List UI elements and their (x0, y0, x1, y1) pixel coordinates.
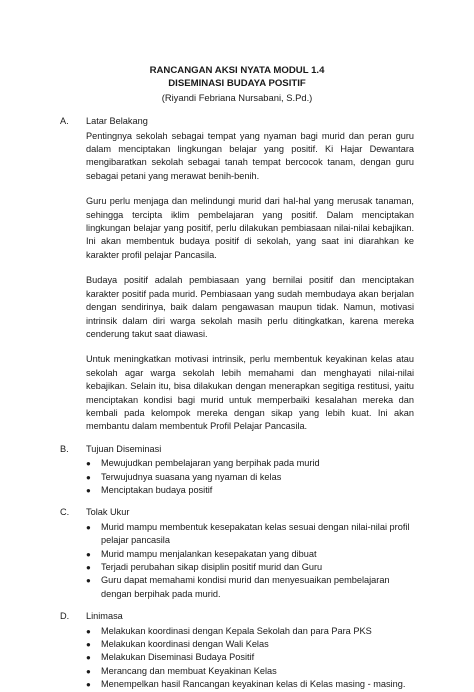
list-item (86, 651, 414, 664)
bullet-icon: ● (86, 576, 91, 586)
paragraph: Budaya positif adalah pembiasaan yang bernilai positif dan menciptakan karakter positif pada murid. Pembiasaan yang sudah membudaya akan berjalan dengan sendirinya, baik dalam pengawasan maupun tidak. Namun, motivasi intrinsik dalam diri warga sekolah masih perlu ditingkatkan, karena mereka cenderung takut saat diawasi. (86, 275, 414, 339)
bullet-icon: ● (86, 472, 91, 482)
section-heading (60, 610, 414, 623)
paragraph: Pentingnya sekolah sebagai tempat yang nyaman bagi murid dan peran guru dalam menciptakan lingkungan belajar yang positif. Ki Hajar Dewantara mengibaratkan sekolah sebagai tanah tempat bercocok tanam, dengan guru sebagai petani yang merawat benih-benih. (86, 130, 414, 181)
bullet-list (60, 625, 414, 692)
bullet-icon: ● (86, 563, 91, 572)
list-item (86, 638, 414, 651)
section-linimasa (60, 610, 414, 691)
section-latar-belakang (60, 115, 414, 434)
list-item-text: Mewujudkan pembelajaran yang berpihak pada murid (101, 458, 320, 469)
bullet-icon: ● (86, 485, 91, 495)
document-header (60, 64, 414, 104)
section-title: Tujuan Diseminasi (86, 443, 162, 454)
document-author: (Riyandi Febriana Nursabani, S.Pd.) (161, 91, 313, 103)
list-item (86, 484, 414, 497)
bullet-list (60, 521, 414, 601)
bullet-list (60, 457, 414, 497)
section-heading (60, 506, 414, 519)
list-item-text: Melakukan koordinasi dengan Kepala Sekolah dan para Para PKS (101, 625, 372, 636)
section-letter: C. (60, 507, 70, 518)
section-tolak-ukur (60, 506, 414, 601)
bullet-icon: ● (86, 522, 91, 532)
list-item-text: Melakukan Diseminasi Budaya Positif (101, 652, 255, 663)
section-title: Tolak Ukur (86, 507, 130, 518)
list-item (86, 561, 414, 574)
section-heading (60, 443, 414, 456)
list-item (86, 678, 414, 691)
section-heading (60, 115, 414, 128)
list-item-text: Terwujudnya suasana yang nyaman di kelas (101, 471, 282, 482)
bullet-icon: ● (86, 549, 91, 559)
list-item-text: Guru dapat memahami kondisi murid dan menyesuaikan pembelajaran dengan berpihak pada murid. (101, 575, 390, 599)
list-item-text: Murid mampu menjalankan kesepakatan yang dibuat (101, 548, 317, 559)
section-title: Latar Belakang (86, 116, 148, 127)
list-item-text: Murid mampu membentuk kesepakatan kelas sesuai dengan nilai-nilai profil pelajar pancasila (101, 521, 410, 546)
section-letter: A. (60, 116, 69, 127)
bullet-icon: ● (86, 653, 91, 663)
paragraph: Untuk meningkatkan motivasi intrinsik, perlu membentuk keyakinan kelas atau sekolah agar warga sekolah lebih memahami dan menghayati nilai-nilai kebajikan. Selain itu, bisa dilakukan dengan menerapkan segitiga restitusi, yaitu menciptakan kondisi bagi murid untuk memperbaiki kesalahan mereka dan kembali pada kelompok mereka dengan sikap yang lebih kuat. Ini akan membantu dalam membentuk Profil Pelajar Pancasila. (86, 354, 414, 432)
section-body (60, 130, 414, 434)
bullet-icon: ● (86, 666, 91, 676)
list-item (86, 665, 414, 678)
bullet-icon: ● (86, 640, 91, 650)
bullet-icon: ● (86, 459, 91, 469)
document-subtitle: DISEMINASI BUDAYA POSITIF (168, 78, 306, 90)
paragraph: Guru perlu menjaga dan melindungi murid dari hal-hal yang merusak tanaman, sehingga tercipta iklim pembelajaran yang positif. Dalam menciptakan lingkungan belajar yang positif, perlu dilakukan pembiasaan nilai-nilai kebajikan. Ini akan membentuk budaya positif di sekolah, yang saat ini diarahkan ke karakter profil pelajar Pancasila. (86, 196, 414, 260)
list-item (86, 521, 414, 548)
list-item-text: Melakukan koordinasi dengan Wali Kelas (101, 639, 269, 650)
list-item (86, 471, 414, 484)
section-title: Linimasa (86, 611, 123, 622)
bullet-icon: ● (86, 626, 91, 636)
section-letter: D. (60, 611, 70, 622)
document-title: RANCANGAN AKSI NYATA MODUL 1.4 (149, 65, 325, 76)
list-item (86, 574, 414, 601)
list-item-text: Terjadi perubahan sikap disiplin positif murid dan Guru (101, 562, 323, 572)
list-item (86, 625, 414, 638)
list-item (86, 457, 414, 470)
bullet-icon: ● (86, 680, 91, 690)
list-item (86, 548, 414, 561)
list-item-text: Menciptakan budaya positif (101, 484, 213, 495)
list-item-text: Menempelkan hasil Rancangan keyakinan kelas di Kelas masing - masing. (101, 679, 406, 690)
section-letter: B. (60, 443, 69, 454)
list-item-text: Merancang dan membuat Keyakinan Kelas (101, 665, 277, 676)
section-tujuan-diseminasi (60, 443, 414, 498)
